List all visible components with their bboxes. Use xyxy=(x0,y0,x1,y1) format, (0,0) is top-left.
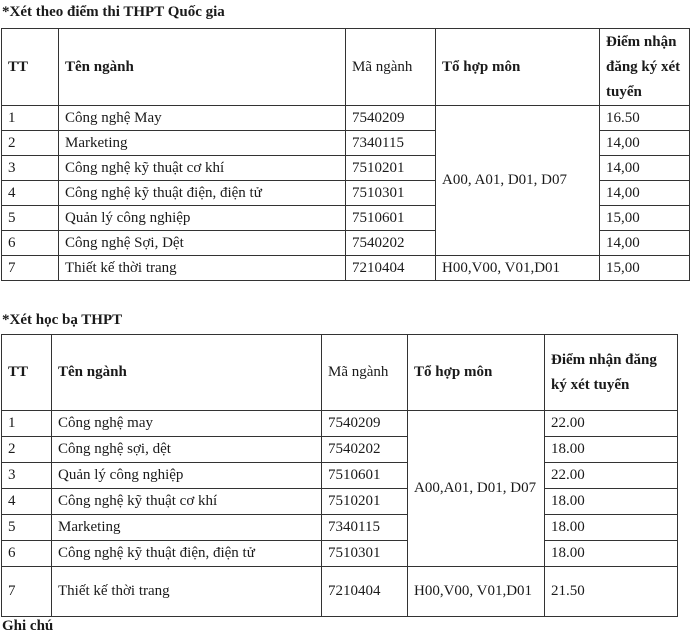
header-code: Mã ngành xyxy=(322,335,408,411)
table-row xyxy=(2,489,678,515)
row-score: 18.00 xyxy=(545,541,678,567)
row-name: Thiết kế thời trang xyxy=(59,256,346,281)
row-code: 7510601 xyxy=(346,206,436,231)
combo-cell: H00,V00, V01,D01 xyxy=(408,567,545,617)
row-name: Công nghệ May xyxy=(59,106,346,131)
row-score: 15,00 xyxy=(600,256,690,281)
row-name: Công nghệ sợi, dệt xyxy=(52,437,322,463)
row-score: 22.00 xyxy=(545,463,678,489)
row-tt: 5 xyxy=(2,206,59,231)
row-name: Công nghệ may xyxy=(52,411,322,437)
header-score: Điểm nhận đăng ký xét tuyển xyxy=(545,335,678,411)
row-code: 7510301 xyxy=(322,541,408,567)
header-name: Tên ngành xyxy=(59,29,346,106)
header-combo: Tổ hợp môn xyxy=(408,335,545,411)
row-score: 18.00 xyxy=(545,515,678,541)
national-exam-table xyxy=(1,28,690,281)
row-tt: 7 xyxy=(2,567,52,617)
combo-cell: H00,V00, V01,D01 xyxy=(436,256,600,281)
row-code: 7510201 xyxy=(346,156,436,181)
table-row xyxy=(2,411,678,437)
row-tt: 1 xyxy=(2,411,52,437)
row-name: Marketing xyxy=(52,515,322,541)
combo-cell: A00, A01, D01, D07 xyxy=(436,106,600,256)
header-score: Điểm nhận đăng ký xét tuyển xyxy=(600,29,690,106)
row-code: 7510301 xyxy=(346,181,436,206)
row-name: Công nghệ kỹ thuật cơ khí xyxy=(59,156,346,181)
row-name: Quản lý công nghiệp xyxy=(52,463,322,489)
row-code: 7540209 xyxy=(322,411,408,437)
table-row xyxy=(2,437,678,463)
row-tt: 2 xyxy=(2,131,59,156)
row-code: 7340115 xyxy=(322,515,408,541)
row-score: 14,00 xyxy=(600,181,690,206)
row-tt: 2 xyxy=(2,437,52,463)
row-score: 15,00 xyxy=(600,206,690,231)
row-tt: 1 xyxy=(2,106,59,131)
section2-heading: *Xét học bạ THPT xyxy=(2,312,123,328)
row-tt: 4 xyxy=(2,489,52,515)
table-row xyxy=(2,256,690,281)
row-tt: 6 xyxy=(2,541,52,567)
header-code: Mã ngành xyxy=(346,29,436,106)
row-name: Quản lý công nghiệp xyxy=(59,206,346,231)
combo-cell: A00,A01, D01, D07 xyxy=(408,411,545,567)
row-score: 18.00 xyxy=(545,437,678,463)
row-tt: 6 xyxy=(2,231,59,256)
transcript-table xyxy=(1,334,678,617)
section1-heading: *Xét theo điểm thi THPT Quốc gia xyxy=(2,4,225,20)
row-score: 16.50 xyxy=(600,106,690,131)
row-score: 22.00 xyxy=(545,411,678,437)
table-header-row xyxy=(2,29,690,106)
table-row xyxy=(2,515,678,541)
row-name: Marketing xyxy=(59,131,346,156)
row-score: 21.50 xyxy=(545,567,678,617)
table-row xyxy=(2,106,690,131)
header-combo: Tổ hợp môn xyxy=(436,29,600,106)
row-name: Thiết kế thời trang xyxy=(52,567,322,617)
row-tt: 5 xyxy=(2,515,52,541)
row-score: 14,00 xyxy=(600,131,690,156)
table-row xyxy=(2,463,678,489)
row-name: Công nghệ Sợi, Dệt xyxy=(59,231,346,256)
row-code: 7340115 xyxy=(346,131,436,156)
footer-note: Ghi chú xyxy=(2,618,54,634)
row-name: Công nghệ kỹ thuật cơ khí xyxy=(52,489,322,515)
row-tt: 3 xyxy=(2,463,52,489)
table-row xyxy=(2,567,678,617)
table-header-row xyxy=(2,335,678,411)
row-tt: 7 xyxy=(2,256,59,281)
row-code: 7540202 xyxy=(322,437,408,463)
row-tt: 4 xyxy=(2,181,59,206)
row-score: 14,00 xyxy=(600,231,690,256)
header-name: Tên ngành xyxy=(52,335,322,411)
row-name: Công nghệ kỹ thuật điện, điện tử xyxy=(59,181,346,206)
table-row xyxy=(2,541,678,567)
row-score: 18.00 xyxy=(545,489,678,515)
row-code: 7210404 xyxy=(346,256,436,281)
row-code: 7510601 xyxy=(322,463,408,489)
row-code: 7210404 xyxy=(322,567,408,617)
row-tt: 3 xyxy=(2,156,59,181)
row-name: Công nghệ kỹ thuật điện, điện tử xyxy=(52,541,322,567)
row-code: 7540209 xyxy=(346,106,436,131)
row-score: 14,00 xyxy=(600,156,690,181)
header-tt: TT xyxy=(2,335,52,411)
row-code: 7540202 xyxy=(346,231,436,256)
row-code: 7510201 xyxy=(322,489,408,515)
header-tt: TT xyxy=(2,29,59,106)
